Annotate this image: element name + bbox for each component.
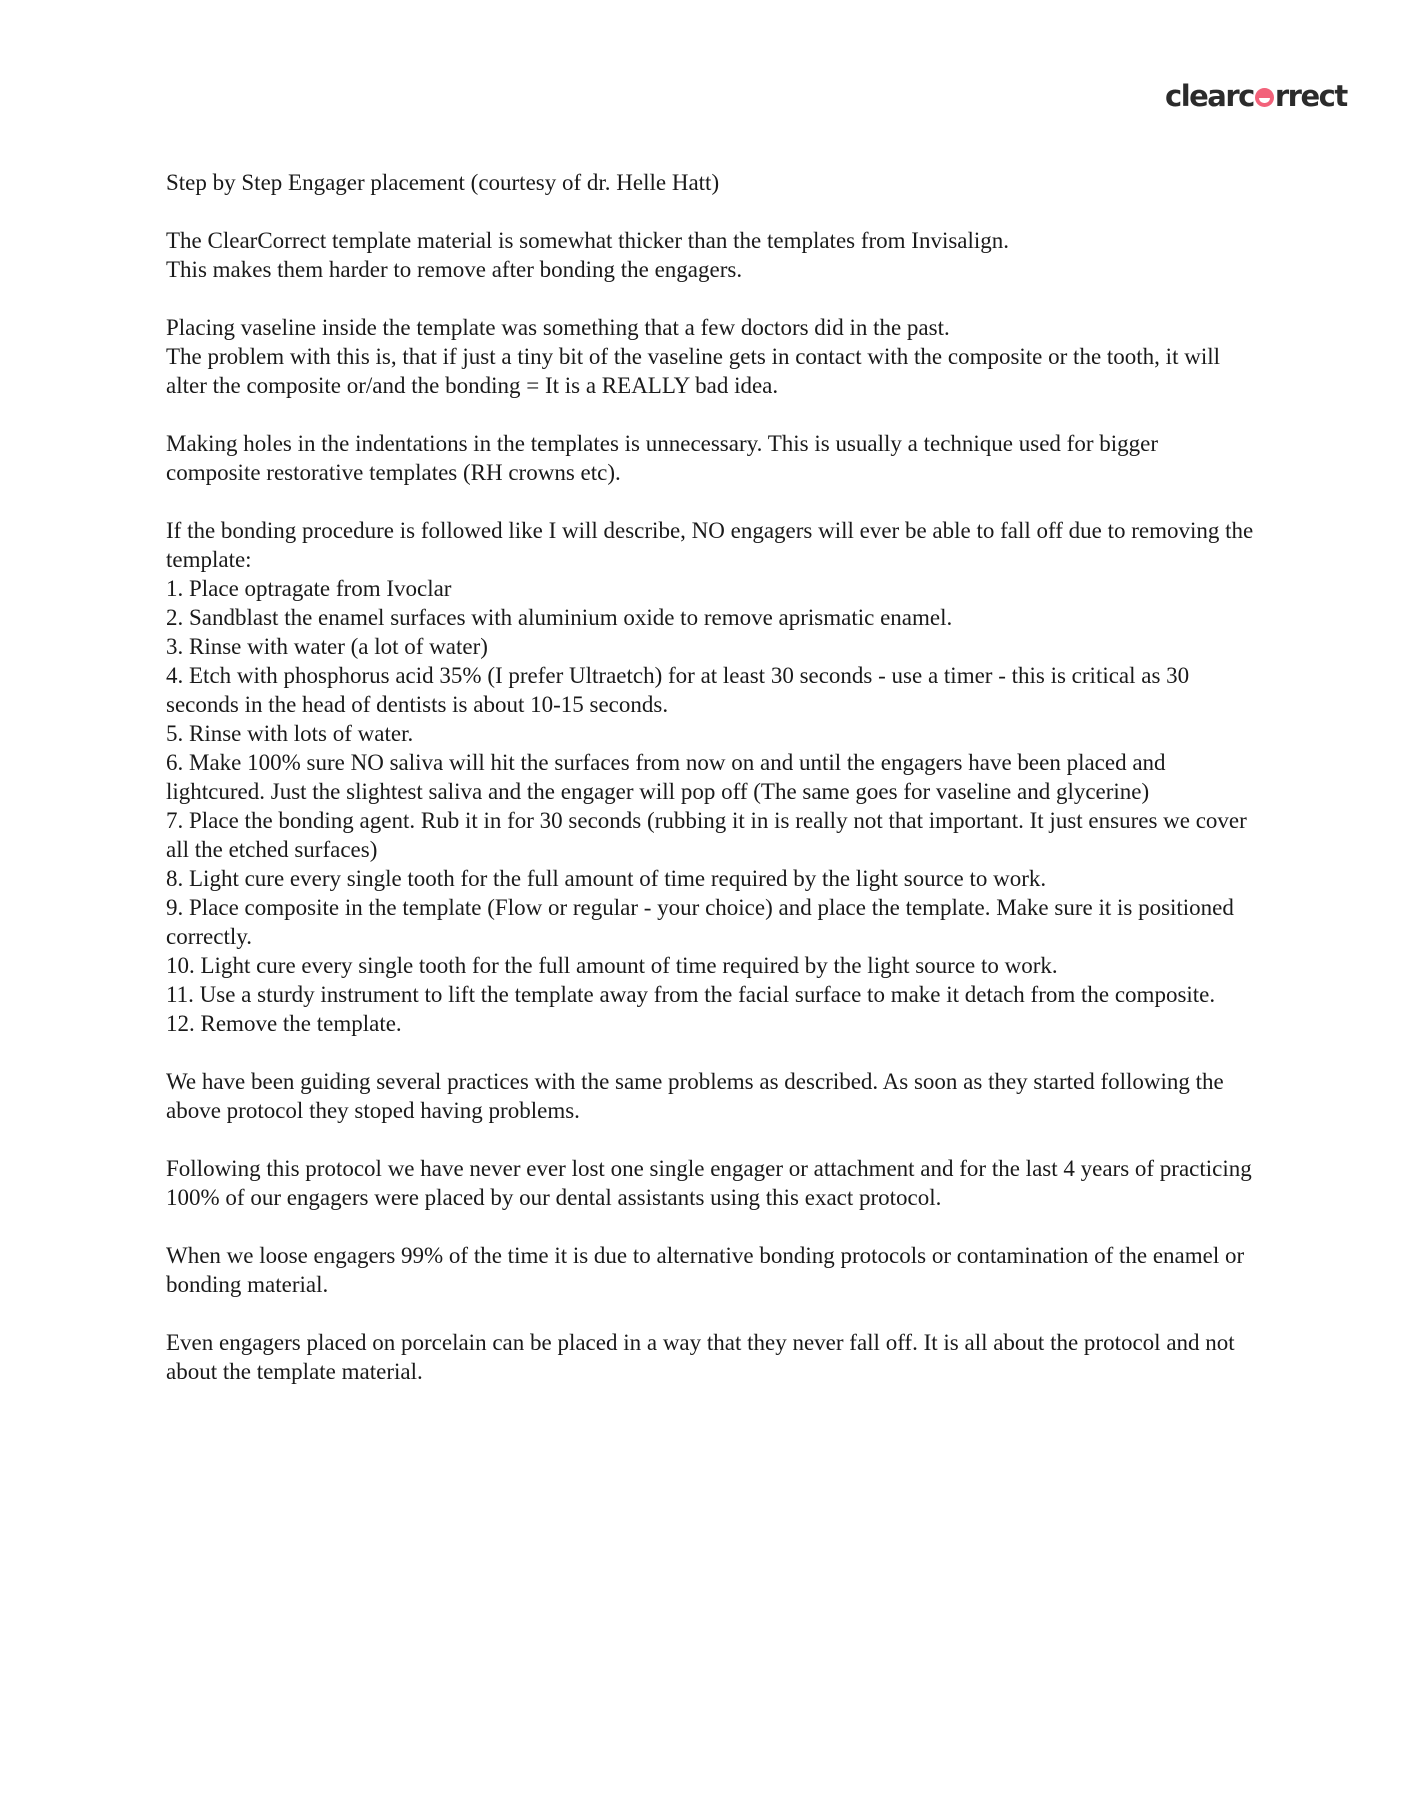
step-item: 2. Sandblast the enamel surfaces with aluminium oxide to remove aprismatic enamel. (166, 605, 953, 630)
text-line: Placing vaseline inside the template was something that a few doctors did in the past. (166, 315, 950, 340)
step-item: 10. Light cure every single tooth for the full amount of time required by the light source to work. (166, 953, 1058, 978)
paragraph-practices: We have been guiding several practices with the same problems as described. As soon as they started following the above protocol they stoped having problems. (166, 1069, 1224, 1123)
paragraph-porcelain: Even engagers placed on porcelain can be placed in a way that they never fall off. It is all about the protocol and not about the template material. (166, 1330, 1235, 1384)
step-item: 11. Use a sturdy instrument to lift the template away from the facial surface to make it detach from the composite. (166, 982, 1216, 1007)
logo-text-left: clearc (1165, 79, 1254, 113)
paragraph-loose-engagers: When we loose engagers 99% of the time it is due to alternative bonding protocols or contamination of the enamel or bonding material. (166, 1243, 1245, 1297)
procedure-intro: If the bonding procedure is followed like I will describe, NO engagers will ever be able to fall off due to removing the template: (166, 518, 1254, 572)
smile-o-icon (1255, 88, 1274, 107)
paragraph-vaseline (166, 313, 1256, 400)
paragraph-template-thickness (166, 226, 1256, 284)
clearcorrect-logo (1165, 79, 1347, 113)
document-body (166, 168, 1256, 1415)
step-item: 8. Light cure every single tooth for the full amount of time required by the light source to work. (166, 866, 1047, 891)
logo-text-right: rrect (1274, 79, 1347, 113)
text-line: The problem with this is, that if just a tiny bit of the vaseline gets in contact with the composite or the tooth, it will alter the composite or/and the bonding = It is a REALLY bad idea. (166, 344, 1220, 398)
paragraph-holes: Making holes in the indentations in the templates is unnecessary. This is usually a technique used for bigger composite restorative templates (RH crowns etc). (166, 431, 1158, 485)
step-item: 3. Rinse with water (a lot of water) (166, 634, 488, 659)
text-line: This makes them harder to remove after bonding the engagers. (166, 257, 743, 282)
paragraph-never-lost: Following this protocol we have never ever lost one single engager or attachment and for the last 4 years of practicing 100% of our engagers were placed by our dental assistants using this exact protocol. (166, 1156, 1252, 1210)
document-title: Step by Step Engager placement (courtesy of dr. Helle Hatt) (166, 170, 720, 195)
step-item: 1. Place optragate from Ivoclar (166, 576, 452, 601)
step-item: 7. Place the bonding agent. Rub it in for 30 seconds (rubbing it in is really not that important. It just ensures we cover all the etched surfaces) (166, 808, 1247, 862)
step-item: 6. Make 100% sure NO saliva will hit the surfaces from now on and until the engagers have been placed and lightcured. Just the slightest saliva and the engager will pop off (The same goes for vaseline and glycerine) (166, 750, 1166, 804)
text-line: The ClearCorrect template material is somewhat thicker than the templates from Invisalign. (166, 228, 1010, 253)
bonding-procedure (166, 516, 1256, 1038)
step-item: 9. Place composite in the template (Flow or regular - your choice) and place the template. Make sure it is positioned correctly. (166, 895, 1234, 949)
step-item: 4. Etch with phosphorus acid 35% (I prefer Ultraetch) for at least 30 seconds - use a timer - this is critical as 30 seconds in the head of dentists is about 10-15 seconds. (166, 663, 1190, 717)
step-item: 5. Rinse with lots of water. (166, 721, 414, 746)
step-item: 12. Remove the template. (166, 1011, 402, 1036)
